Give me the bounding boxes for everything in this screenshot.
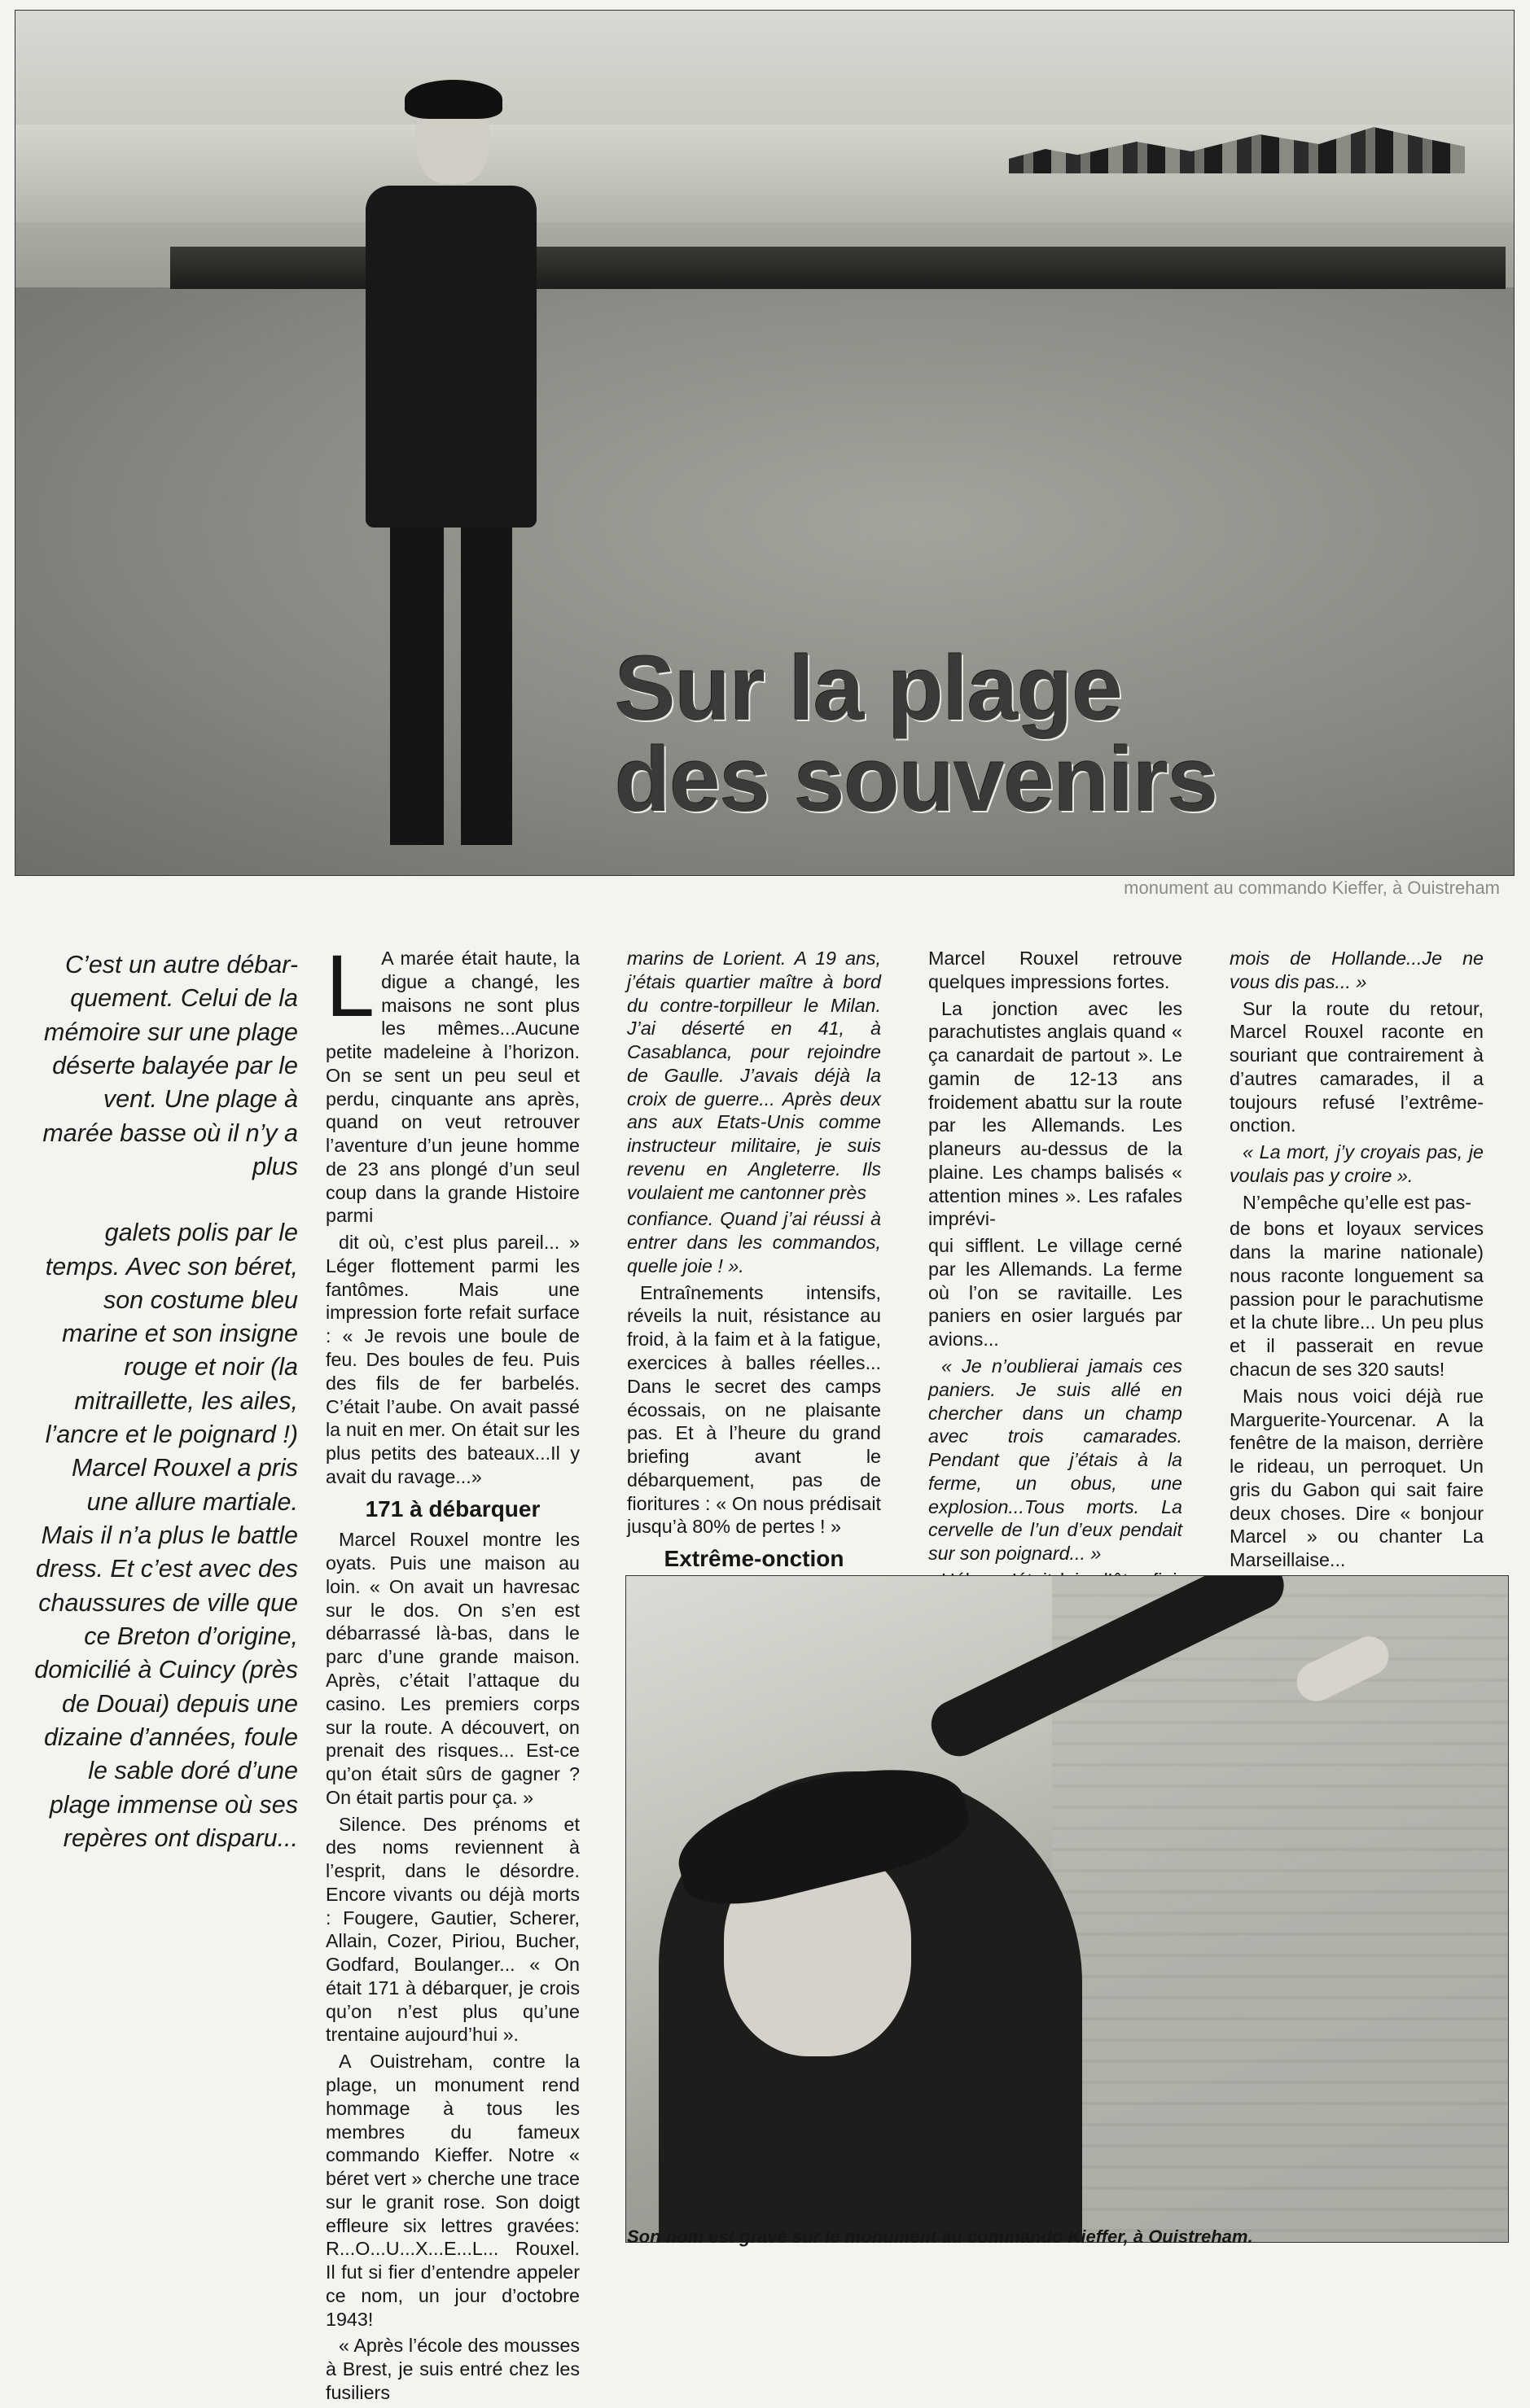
intro-part-1: C’est un autre débar-quement. Celui de la mémoire sur une plage déserte balayée par le vent. Une plage à marée basse où il n’y a plus	[42, 951, 298, 1180]
article-column-1	[326, 936, 580, 2408]
paragraph: L A marée était haute, la digue a changé, les maisons ne sont plus les mêmes...Aucune petite madeleine à l’horizon. On se sent un peu seul et perdu, cinquante ans après, quand on veut retrouver l’aventure d’un jeune homme de 23 ans plongé d’un seul coup dans la grande Histoire parmi	[326, 936, 580, 1227]
paragraph: « Je n’oublierai jamais ces paniers. Je suis allé en chercher dans un champ avec trois camarades. Pendant que j’étais à la ferme, un obus, une explosion...Tous morts. La cervelle de l’un d’eux pendait sur son poignard... »	[928, 1355, 1182, 1565]
paragraph: dit où, c’est plus pareil... » Léger flottement parmi les fantômes. Mais une impression forte refait surface : « Je revois une boule de feu. Des boules de feu. Puis des fils de fer barbelés. C’était l’aube. On avait passé la nuit en mer. On était sur les plus petits des bateaux...Il y avait du ravage...»	[326, 1232, 580, 1487]
paragraph: Sur la route du retour, Marcel Rouxel raconte en souriant que contrairement à d’autres camarades, il a toujours refusé l’extrême-onction.	[1230, 997, 1484, 1136]
paragraph: marins de Lorient. A 19 ans, j’étais quartier maître à bord du contre-torpilleur le Milan. J’ai déserté en 41, à Casablanca, pour rejoindre de Gaulle. J’avais déjà la croix de guerre... Après deux ans aux Etats-Unis comme instructeur militaire, je suis revenu en Angleterre. Ils voulaient me cantonner près	[627, 948, 881, 1203]
paragraph: Marcel Rouxel montre les oyats. Puis une maison au loin. « On avait un havresac sur le dos. On s’en est débarrassé là-bas, dans le parc d’une grande maison. Après, c’était l’attaque du casino. Les premiers corps sur la route. A découvert, on prenait des risques... Est-ce qu’on était sûrs de gagner ? On était partis pour ça. »	[326, 1529, 580, 1808]
article-column-4	[1230, 947, 1484, 1653]
monument-photo	[625, 1575, 1509, 2243]
paragraph: qui sifflent. Le village cerné par les Allemands. La ferme où l’on se ravitaille. Les paniers en osier largués par avions...	[928, 1235, 1182, 1351]
paragraph: Entraînements intensifs, réveils la nuit, résistance au froid, à la faim et à la fatigue, exercices à balles réelles... Dans le secret des camps écossais, on ne plaisante pas. Et à l’heure du grand briefing avant le débarquement, pas de fioritures : « On nous prédisait jusqu’à 80% de pertes ! »	[627, 1281, 881, 1538]
intro-standfirst	[31, 948, 298, 1855]
headline-line-2: des souvenirs	[615, 729, 1218, 830]
paragraph: A Ouistreham, contre la plage, un monument rend hommage à tous les membres du fameux commando Kieffer. Notre « béret vert » cherche une trace sur le granit rose. Son doigt effleure six lettres gravées: R...O...U...X...E...L... Rouxel. Il fut si fier d’entendre appeler ce nom, un jour d’octobre 1943!	[326, 2051, 580, 2330]
paragraph: Mais nous voici déjà rue Marguerite-Yourcenar. A la fenêtre de la maison, derrière le rideau, un perroquet. Un gris du Gabon qui sait faire deux choses. Dire « bonjour Marcel » ou chanter La Marseillaise...	[1230, 1385, 1484, 1571]
paragraph: mois de Hollande...Je ne vous dis pas... »	[1230, 948, 1484, 992]
paragraph: La jonction avec les parachutistes anglais quand « ça canardait de partout ». Le gamin de 12-13 ans froidement abattu sur la route par les Allemands. Les planeurs au-dessus de la plaine. Les champs balisés « attention mines ». Les rafales imprévi-	[928, 997, 1182, 1230]
article-headline	[615, 637, 1348, 830]
photo-credit-strip: monument au commando Kieffer, à Ouistreham	[1124, 878, 1500, 898]
paragraph: de bons et loyaux services dans la marine nationale) nous raconte longuement sa passion pour le parachutisme et la chute libre... Un peu plus et il passerait en revue chacun de ses 320 sauts!	[1230, 1218, 1484, 1381]
paragraph: confiance. Quand j’ai réussi à entrer dans les commandos, quelle joie ! ».	[627, 1208, 881, 1276]
paragraph: Marcel Rouxel retrouve quelques impressions fortes.	[928, 948, 1182, 992]
article-column-2	[627, 947, 881, 1628]
article-column-3	[928, 947, 1182, 1666]
paragraph: N’empêche qu’elle est pas-	[1243, 1191, 1472, 1213]
paragraph: « Après l’école des mousses à Brest, je suis entré chez les fusiliers	[326, 2335, 580, 2403]
photo-veteran-figure	[357, 88, 545, 853]
paragraph: « La mort, j’y croyais pas, je voulais pas y croire ».	[1230, 1141, 1484, 1186]
drop-cap: L	[326, 936, 375, 1035]
intro-part-2: galets polis par le temps. Avec son béret, son costume bleu marine et son insigne rouge et noir (la mitraillette, les ailes, l’ancre et le poignard !) Marcel Rouxel a pris une allure martiale. Mais il n’a plus le battle dress. Et c’est avec des chaussures de ville que ce Breton d’origine, domicilié à Cuincy (près de Douai) depuis une dizaine d’années, foule le sable doré d’une plage immense où ses repères ont disparu...	[34, 1219, 298, 1852]
subheading: 171 à débarquer	[365, 1495, 541, 1521]
headline-line-1: Sur la plage	[615, 637, 1122, 739]
subheading: Extrême-onction	[664, 1546, 844, 1572]
paragraph: Silence. Des prénoms et des noms reviennent à l’esprit, dans le désordre. Encore vivants ou déjà morts : Fougere, Gautier, Scherer, Allain, Cozer, Piriou, Bucher, Godfard, Boulanger... « On était 171 à débarquer, je crois qu’on n’est plus qu’une trentaine aujourd’hui ».	[326, 1813, 580, 2046]
photo-caption: Son nom est gravé sur le monument au commando Kieffer, à Ouistreham.	[627, 2226, 1253, 2247]
